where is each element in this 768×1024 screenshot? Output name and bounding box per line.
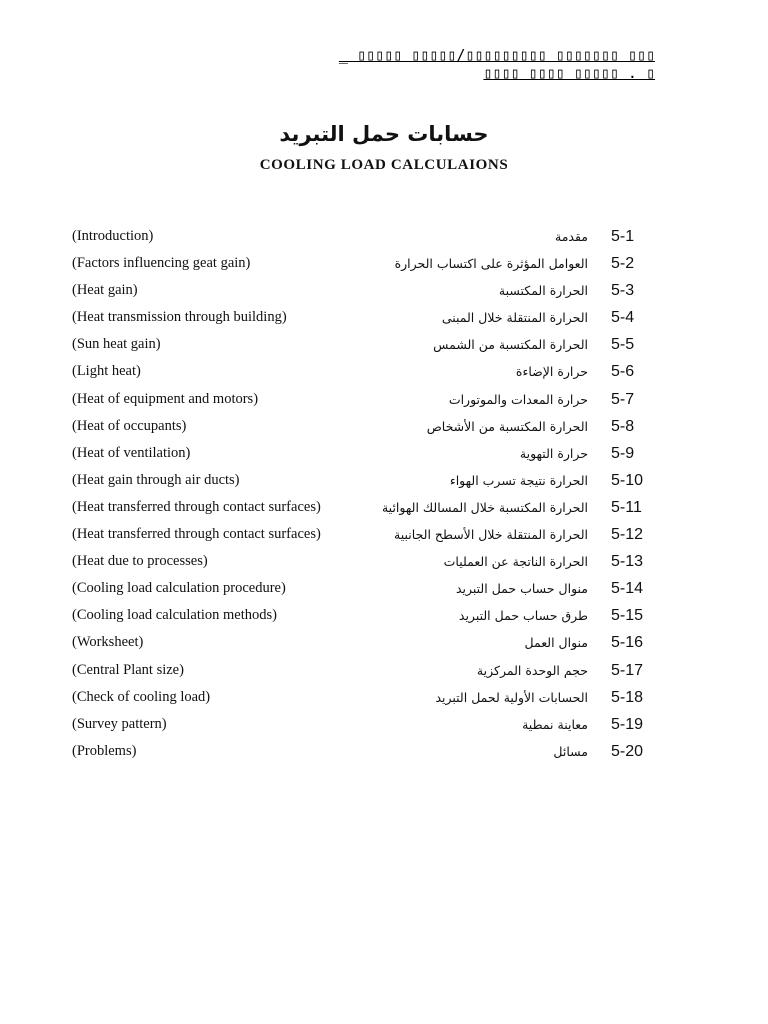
toc-row <box>0 605 768 632</box>
toc-row <box>0 389 768 416</box>
toc-entry-arabic: الحرارة المكتسبة خلال المسالك الهوائية <box>381 499 588 515</box>
toc-entry-english: (Check of cooling load) <box>72 688 211 705</box>
toc-entry-english: (Heat of equipment and motors) <box>72 390 259 407</box>
toc-entry-arabic: منوال العمل <box>524 635 588 651</box>
header-line-1: _ ▯▯▯▯▯ ▯▯▯▯▯/▯▯▯▯▯▯▯▯▯ ▯▯▯▯▯▯▯ ▯▯▯ <box>338 46 655 64</box>
toc-row <box>0 307 768 334</box>
toc-entry-english: (Worksheet) <box>72 634 144 651</box>
toc-entry-english: (Cooling load calculation methods) <box>72 607 277 624</box>
toc-row <box>0 253 768 280</box>
toc-entry-number: 5-10 <box>611 471 644 489</box>
toc-entry-english: (Factors influencing geat gain) <box>72 255 251 272</box>
toc-entry-number: 5-18 <box>611 688 644 706</box>
toc-entry-number: 5-4 <box>611 309 635 327</box>
toc-entry-english: (Sun heat gain) <box>72 336 161 353</box>
toc-entry-arabic: حرارة المعدات والموتورات <box>448 391 588 407</box>
toc-entry-english: (Heat gain) <box>72 282 138 299</box>
toc-row <box>0 660 768 687</box>
chapter-title-english: COOLING LOAD CALCULAIONS <box>259 157 509 173</box>
toc-entry-number: 5-19 <box>611 715 644 733</box>
toc-entry-english: (Heat transferred through contact surfaces) <box>72 498 321 515</box>
toc-row <box>0 443 768 470</box>
toc-entry-number: 5-15 <box>611 607 644 625</box>
toc-entry-number: 5-11 <box>611 498 642 516</box>
toc-row <box>0 416 768 443</box>
toc-row <box>0 741 768 768</box>
toc-entry-arabic: الحرارة المنتقلة خلال المبنى <box>441 310 588 326</box>
toc-entry-english: (Introduction) <box>72 228 154 244</box>
toc-row <box>0 334 768 361</box>
toc-entry-arabic: حجم الوحدة المركزية <box>476 662 588 678</box>
toc-entry-number: 5-6 <box>611 363 635 381</box>
toc-entry-english: (Problems) <box>72 742 137 759</box>
toc-entry-number: 5-3 <box>611 282 635 300</box>
toc-row <box>0 551 768 578</box>
toc-entry-arabic: حرارة التهوية <box>519 445 588 461</box>
toc-entry-number: 5-5 <box>611 336 635 354</box>
toc-entry-number: 5-20 <box>611 742 644 760</box>
toc-row <box>0 632 768 659</box>
toc-row <box>0 714 768 741</box>
toc-entry-number: 5-14 <box>611 580 644 598</box>
toc-entry-english: (Heat of ventilation) <box>72 444 191 461</box>
toc-entry-english: (Heat transferred through contact surfaces) <box>72 526 321 543</box>
toc-entry-arabic: الحرارة المكتسبة من الأشخاص <box>426 418 588 434</box>
toc-entry-number: 5-9 <box>611 444 635 462</box>
header-line-2: ▯▯▯▯ ▯▯▯▯ ▯▯▯▯▯ . ▯ <box>483 64 655 82</box>
toc-entry-arabic: منوال حساب حمل التبريد <box>455 581 588 597</box>
toc-entry-english: (Central Plant size) <box>72 661 184 678</box>
toc-row <box>0 280 768 307</box>
toc-entry-arabic: الحرارة الناتجة عن العمليات <box>443 554 588 570</box>
toc-entry-number: 5-13 <box>611 553 644 571</box>
table-of-contents <box>0 226 768 768</box>
toc-entry-english: (Heat transmission through building) <box>72 309 287 326</box>
toc-entry-number: 5-1 <box>611 228 635 245</box>
toc-entry-arabic: العوامل المؤثرة على اكتساب الحرارة <box>394 256 588 272</box>
toc-entry-english: (Survey pattern) <box>72 715 167 732</box>
toc-row <box>0 470 768 497</box>
toc-entry-arabic: معاينة نمطية <box>522 716 588 732</box>
toc-entry-number: 5-7 <box>611 390 635 408</box>
toc-entry-arabic: الحرارة نتيجة تسرب الهواء <box>449 472 588 488</box>
toc-entry-arabic: حرارة الإضاءة <box>515 364 588 380</box>
toc-entry-arabic: الحسابات الأولية لحمل التبريد <box>435 689 588 705</box>
toc-row <box>0 687 768 714</box>
toc-entry-arabic: الحرارة المكتسبة من الشمس <box>433 337 588 353</box>
toc-entry-arabic: الحرارة المكتسبة <box>498 283 588 299</box>
toc-row <box>0 361 768 388</box>
toc-entry-arabic: طرق حساب حمل التبريد <box>458 608 588 624</box>
toc-entry-number: 5-8 <box>611 417 635 435</box>
toc-entry-number: 5-2 <box>611 255 635 273</box>
toc-entry-english: (Cooling load calculation procedure) <box>72 580 286 597</box>
toc-row <box>0 226 768 253</box>
toc-entry-arabic: مسائل <box>553 743 588 759</box>
toc-entry-number: 5-12 <box>611 526 644 544</box>
toc-entry-english: (Heat of occupants) <box>72 417 187 434</box>
toc-entry-arabic: مقدمة <box>555 229 588 244</box>
toc-row <box>0 524 768 551</box>
toc-entry-arabic: الحرارة المنتقلة خلال الأسطح الجانبية <box>394 527 588 543</box>
toc-entry-english: (Light heat) <box>72 363 141 380</box>
toc-row <box>0 578 768 605</box>
toc-entry-english: (Heat due to processes) <box>72 553 208 570</box>
chapter-title-arabic: حسابات حمل التبريد <box>279 122 489 146</box>
toc-entry-number: 5-17 <box>611 661 644 679</box>
toc-entry-english: (Heat gain through air ducts) <box>72 471 240 488</box>
toc-entry-number: 5-16 <box>611 634 644 652</box>
toc-row <box>0 497 768 524</box>
